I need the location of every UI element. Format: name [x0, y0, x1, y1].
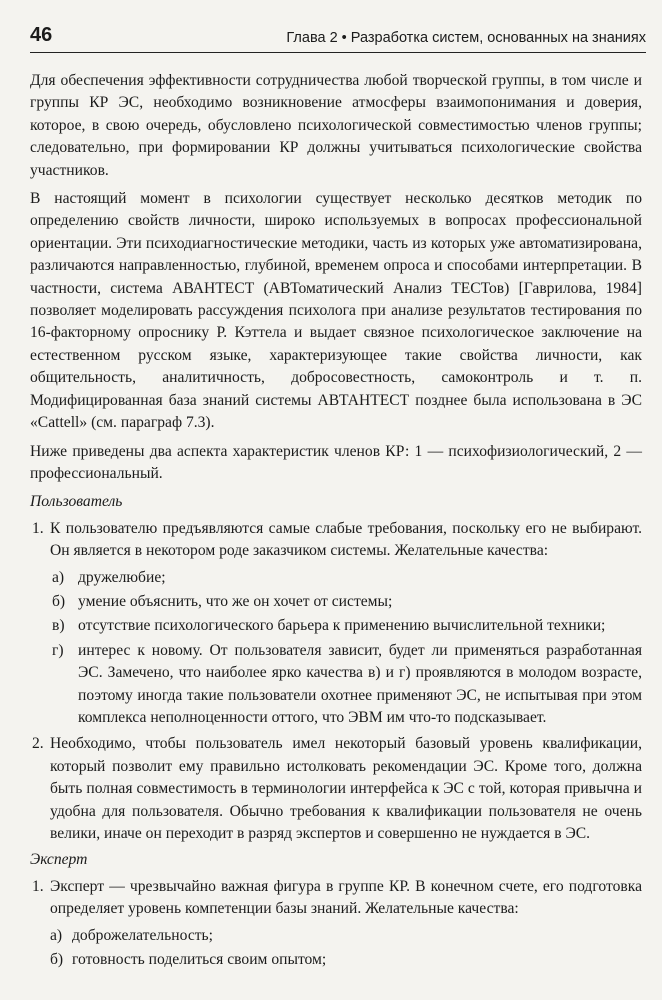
list-item-text: Необходимо, чтобы пользователь имел некоторый базовый уровень квалификации, который позволит ему правильно истолковать рекомендации ЭС. Кроме того, должна быть полная совместимость в терминологии интерфейса к ЭС с той, которая привычна и удобна для пользователя. Обычно требования к квалификации пользователя не очень велики, иначе он переходит в разряд экспертов и совершенно не нуждается в ЭС. [50, 735, 642, 842]
sub-list-item [30, 615, 642, 637]
sub-item-label: а) [52, 568, 65, 586]
sub-list-item [30, 925, 642, 947]
list-item [30, 733, 642, 845]
running-head: Глава 2 • Разработка систем, основанных на знаниях [286, 30, 646, 46]
sub-list-item [30, 949, 642, 971]
paragraph-1: Для обеспечения эффективности сотрудничества любой творческой группы, в том числе и группы КР ЭС, необходимо возникновение атмосферы взаимопонимания и доверия, которое, в свою очередь, обусловлено психологической совместимостью членов группы; следовательно, при формировании КР должны учитываться психологические свойства участников. [30, 72, 642, 179]
sub-list-item [30, 640, 642, 730]
sub-item-text: умение объяснить, что же он хочет от системы; [78, 592, 393, 610]
list-item-number: 2. [32, 735, 44, 753]
section-title-user: Пользователь [30, 493, 123, 511]
sub-item-text: дружелюбие; [78, 568, 166, 586]
sub-item-label: в) [52, 617, 65, 635]
sub-list-item [30, 591, 642, 613]
list-item-number: 1. [32, 877, 44, 895]
sub-item-text: доброжелательность; [72, 926, 213, 944]
list-item-text: Эксперт — чрезвычайно важная фигура в группе КР. В конечном счете, его подготовка определяет уровень компетенции базы знаний. Желательные качества: [50, 877, 642, 918]
sub-item-label: а) [50, 926, 63, 944]
paragraph-2: В настоящий момент в психологии существует несколько десятков методик по определению свойств личности, широко используемых в вопросах профессиональной ориентации. Эти психодиагностические методики, часть из которых уже автоматизирована, различаются направленностью, глубиной, временем опроса и способами интерпретации. В частности, система АВАНТЕСТ (АВТоматический Анализ ТЕСТов) [Гаврилова, 1984] позволяет моделировать рассуждения психолога при анализе результатов тестирования по 16-факторному опроснику Р. Кэттела и выдает связное психологическое заключение на естественном русском языке, характеризующее такие свойства личности, как общительность, аналитичность, добросовестность, самоконтроль и т. п. Модифицированная база знаний системы АВТАНТЕСТ позднее была использована в ЭС «Cattell» (см. параграф 7.3). [30, 190, 642, 432]
sub-item-label: г) [52, 641, 64, 659]
sub-item-label: б) [50, 951, 64, 969]
page-body [30, 70, 642, 973]
sub-item-text: готовность поделиться своим опытом; [72, 951, 327, 969]
sub-item-text: отсутствие психологического барьера к применению вычислительной техники; [78, 617, 606, 635]
list-item-text: К пользователю предъявляются самые слабые требования, поскольку его не выбирают. Он является в некотором роде заказчиком системы. Желательные качества: [50, 519, 642, 560]
page-number: 46 [30, 24, 53, 46]
paragraph-3: Ниже приведены два аспекта характеристик членов КР: 1 — психофизиологический, 2 — профессиональный. [30, 442, 642, 482]
sub-item-text: интерес к новому. От пользователя зависит, будет ли применяться разработанная ЭС. Замечено, что наиболее ярко качества в) и г) проявляются в молодом возрасте, поэтому иногда такие пользователи охотнее применяют ЭС, не испытывая при этом комплекса неполноценности оттого, что ЭВМ им что-то подсказывает. [78, 641, 642, 726]
page-header [30, 24, 646, 53]
list-item [30, 876, 642, 921]
list-item [30, 518, 642, 563]
sub-list-item [30, 567, 642, 589]
list-item-number: 1. [32, 519, 44, 537]
sub-item-label: б) [52, 592, 66, 610]
section-title-expert: Эксперт [30, 851, 88, 869]
